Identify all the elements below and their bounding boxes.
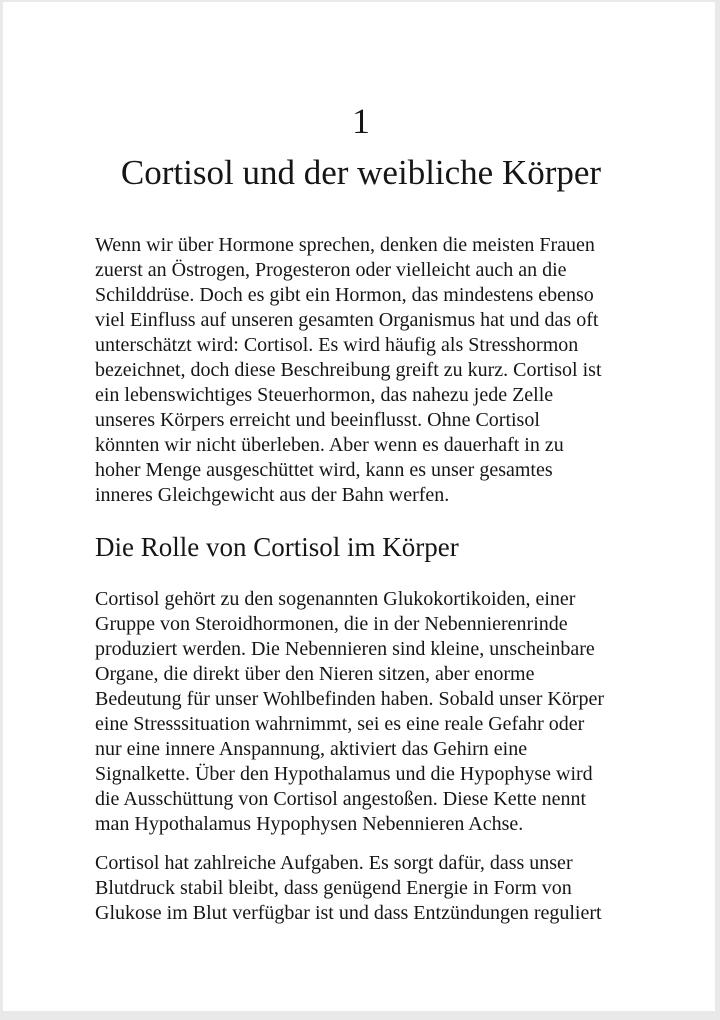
paragraph-intro: [95, 233, 627, 508]
text-line: Wenn wir über Hormone sprechen, denken die meisten Frauen: [95, 234, 595, 256]
text-line: Schilddrüse. Doch es gibt ein Hormon, das mindestens ebenso: [95, 284, 594, 306]
chapter-title: Cortisol und der weibliche Körper: [120, 153, 602, 192]
paragraph-cortisol-tasks: [95, 851, 627, 926]
text-line: die Ausschüttung von Cortisol angestoßen. Diese Kette nennt: [95, 788, 587, 810]
text-line: Cortisol gehört zu den sogenannten Glukokortikoiden, einer: [95, 588, 576, 610]
text-line: Cortisol hat zahlreiche Aufgaben. Es sorgt dafür, dass unser: [95, 852, 573, 874]
text-line: bezeichnet, doch diese Beschreibung greift zu kurz. Cortisol ist: [95, 359, 602, 381]
chapter-number: 1: [352, 101, 370, 141]
text-line: produziert werden. Die Nebennieren sind kleine, unscheinbare: [95, 638, 595, 660]
text-line: eine Stresssituation wahrnimmt, sei es eine reale Gefahr oder: [95, 713, 585, 735]
text-line: Glukose im Blut verfügbar ist und dass Entzündungen reguliert: [95, 902, 602, 924]
text-line: Signalkette. Über den Hypothalamus und die Hypophyse wird: [95, 763, 593, 785]
text-line: könnten wir nicht überleben. Aber wenn es dauerhaft in zu: [95, 434, 564, 456]
text-line: Organe, die direkt über den Nieren sitzen, aber enorme: [95, 663, 535, 685]
text-line: Bedeutung für unser Wohlbefinden haben. Sobald unser Körper: [95, 688, 605, 710]
text-line: zuerst an Östrogen, Progesteron oder vielleicht auch an die: [95, 259, 567, 281]
text-line: nur eine innere Anspannung, aktiviert das Gehirn eine: [95, 738, 528, 760]
text-line: hoher Menge ausgeschüttet wird, kann es unser gesamtes: [95, 459, 553, 481]
paragraph-role-of-cortisol: [95, 587, 627, 837]
text-line: ein lebenswichtiges Steuerhormon, das nahezu jede Zelle: [95, 384, 554, 406]
text-line: unterschätzt wird: Cortisol. Es wird häufig als Stresshormon: [95, 334, 579, 356]
text-line: unseres Körpers erreicht und beeinflusst. Ohne Cortisol: [95, 409, 540, 431]
text-line: Blutdruck stabil bleibt, dass genügend Energie in Form von: [95, 877, 572, 899]
section-heading: Die Rolle von Cortisol im Körper: [95, 532, 459, 562]
text-line: viel Einfluss auf unseren gesamten Organismus hat und das oft: [95, 309, 599, 331]
text-line: Gruppe von Steroidhormonen, die in der Nebennierenrinde: [95, 613, 568, 635]
text-line: inneres Gleichgewicht aus der Bahn werfen.: [95, 484, 450, 506]
text-line: man Hypothalamus Hypophysen Nebennieren Achse.: [95, 813, 524, 835]
book-page: [3, 2, 715, 1011]
